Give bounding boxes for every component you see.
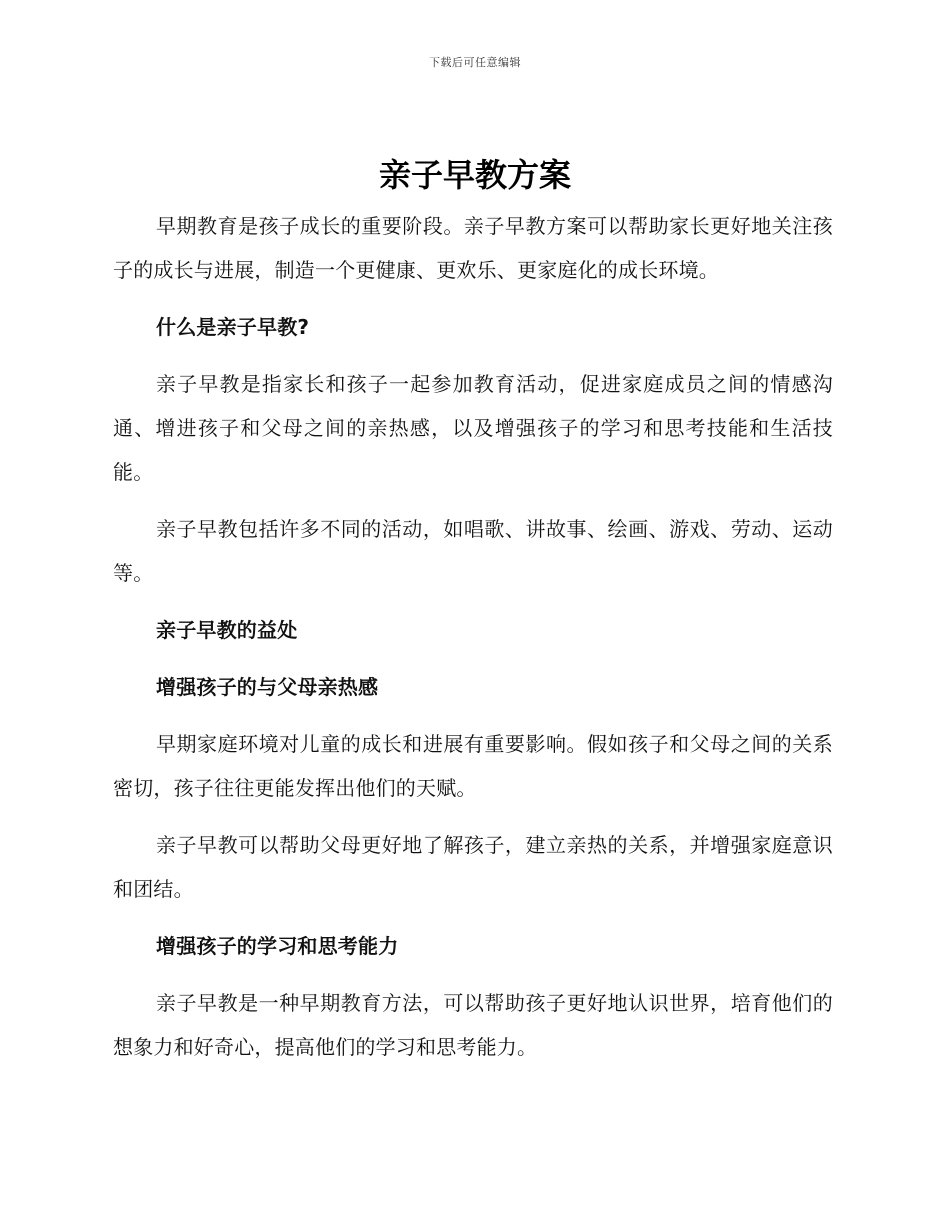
subheading-bonding: 增强孩子的与父母亲热感 <box>156 675 379 699</box>
bonding-paragraph-1: 早期家庭环境对儿童的成长和进展有重要影响。假如孩子和父母之间的关系密切，孩子往往更能发挥出他们的天赋。 <box>113 732 833 800</box>
intro-paragraph: 早期教育是孩子成长的重要阶段。亲子早教方案可以帮助家长更好地关注孩子的成长与进展，制造一个更健康、更欢乐、更家庭化的成长环境。 <box>113 214 833 282</box>
bonding-paragraph-2: 亲子早教可以帮助父母更好地了解孩子，建立亲热的关系，并增强家庭意识和团结。 <box>113 833 833 901</box>
document-title: 亲子早教方案 <box>378 156 571 194</box>
section-heading-benefits: 亲子早教的益处 <box>156 618 298 642</box>
subheading-learning: 增强孩子的学习和思考能力 <box>156 934 399 958</box>
definition-paragraph: 亲子早教是指家长和孩子一起参加教育活动，促进家庭成员之间的情感沟通、增进孩子和父母之间的亲热感，以及增强孩子的学习和思考技能和生活技能。 <box>113 372 833 484</box>
section-heading-what-is: 什么是亲子早教? <box>156 315 310 339</box>
header-note: 下载后可任意编辑 <box>429 56 521 69</box>
learning-paragraph: 亲子早教是一种早期教育方法，可以帮助孩子更好地认识世界，培育他们的想象力和好奇心，提高他们的学习和思考能力。 <box>113 991 833 1059</box>
document-body <box>113 204 833 1082</box>
activities-paragraph: 亲子早教包括许多不同的活动，如唱歌、讲故事、绘画、游戏、劳动、运动等。 <box>113 517 833 585</box>
